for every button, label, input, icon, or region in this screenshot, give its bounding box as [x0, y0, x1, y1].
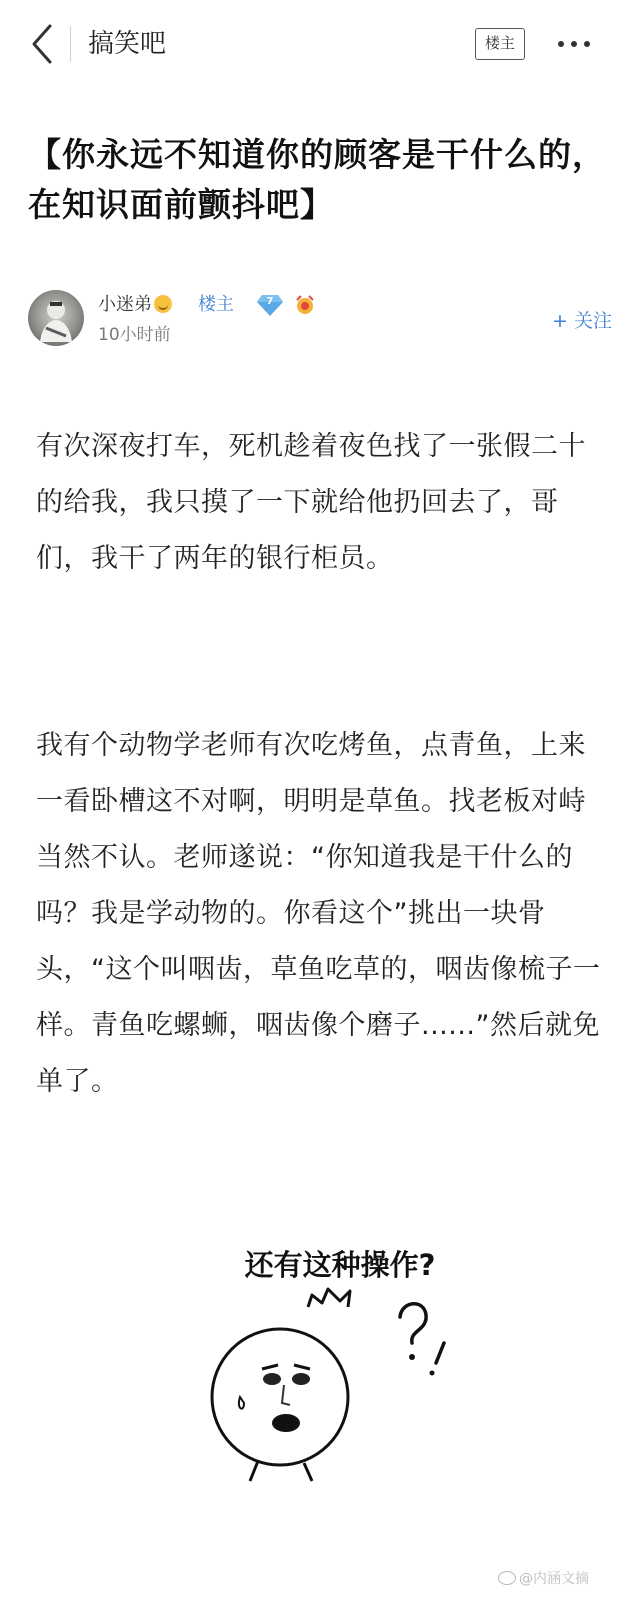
post-time: 10小时前 — [98, 325, 171, 345]
ellipsis-dot — [571, 41, 577, 47]
follow-button[interactable]: + 关注 — [552, 310, 612, 332]
post-paragraph: 我有个动物学老师有次吃烤鱼，点青鱼，上来一看卧槽这不对啊，明明是草鱼。找老板对峙当然不认。老师遂说：“你知道我是干什么的吗？我是学动物的。你看这个”挑出一块骨头，“这个叫咽齿，草鱼吃草的，咽齿像梳子一样。青鱼吃螺蛳，咽齿像个磨子......”然后就免单了。 — [36, 730, 601, 1097]
confused-face-meme — [200, 1285, 480, 1485]
medal-icon — [293, 294, 317, 316]
watermark — [498, 1568, 589, 1590]
divider — [70, 26, 71, 62]
meme-caption: 还有这种操作? — [244, 1248, 436, 1282]
weibo-icon — [498, 1571, 516, 1585]
post-title: 【你永远不知道你的顾客是干什么的，在知识面前颤抖吧】 — [28, 135, 606, 224]
more-button[interactable] — [554, 30, 594, 58]
chevron-left-icon — [24, 22, 60, 66]
author-row — [28, 288, 612, 348]
level-badge — [256, 293, 284, 317]
op-tag: 楼主 — [198, 294, 234, 315]
watermark-text: @内涵文摘 — [519, 1571, 589, 1587]
author-name-text: 小迷弟 — [98, 294, 152, 315]
ellipsis-dot — [584, 41, 590, 47]
op-only-button[interactable]: 楼主 — [475, 28, 525, 60]
avatar-image — [28, 290, 84, 346]
top-navigation-bar — [0, 0, 640, 88]
back-button[interactable] — [24, 22, 60, 66]
ellipsis-icon — [558, 41, 564, 47]
avatar[interactable] — [28, 290, 84, 346]
level-number: 7 — [266, 296, 274, 307]
meme-image[interactable] — [200, 1245, 480, 1485]
smile-emoji-icon — [154, 295, 172, 313]
forum-name[interactable]: 搞笑吧 — [88, 29, 167, 59]
author-name[interactable] — [98, 292, 172, 318]
post-paragraph: 有次深夜打车，死机趁着夜色找了一张假二十的给我，我只摸了一下就给他扔回去了，哥们，我干了两年的银行柜员。 — [36, 431, 586, 574]
